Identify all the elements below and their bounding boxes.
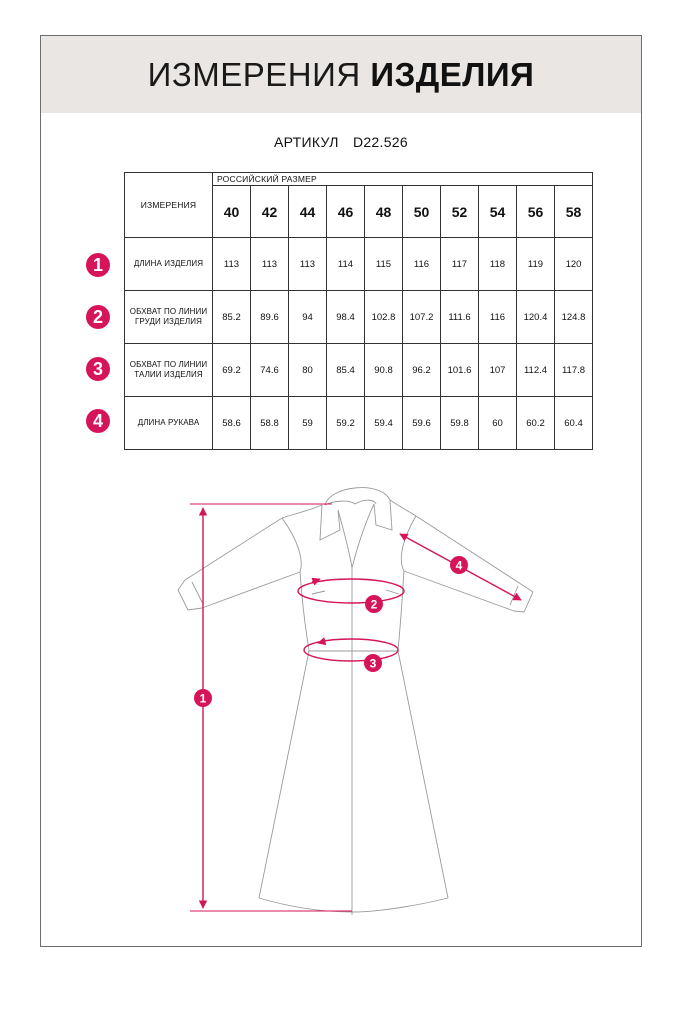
size-header-54: 54 (479, 186, 517, 238)
cell-value: 59 (289, 397, 327, 450)
measurement-marks (190, 504, 521, 911)
size-header-58: 58 (555, 186, 593, 238)
cell-value: 117.8 (555, 344, 593, 397)
article-label: АРТИКУЛ (274, 134, 339, 150)
size-header-44: 44 (289, 186, 327, 238)
cell-value: 115 (365, 238, 403, 291)
size-group-header: РОССИЙСКИЙ РАЗМЕР (213, 173, 593, 186)
cell-value: 114 (327, 238, 365, 291)
cell-value: 60.4 (555, 397, 593, 450)
cell-value: 85.2 (213, 291, 251, 344)
right-sleeve-top (390, 500, 527, 588)
size-header-48: 48 (365, 186, 403, 238)
cell-value: 59.8 (441, 397, 479, 450)
title-light: ИЗМЕРЕНИЯ (147, 55, 361, 93)
collar-left (320, 505, 340, 540)
neckline (338, 504, 374, 568)
row-badge: 1 (86, 253, 110, 277)
marker-sleeve-label: 4 (455, 558, 463, 573)
cell-value: 80 (289, 344, 327, 397)
size-header-40: 40 (213, 186, 251, 238)
right-cuff (514, 588, 533, 612)
cell-value: 59.2 (327, 397, 365, 450)
cell-value: 60.2 (517, 397, 555, 450)
cell-value: 59.4 (365, 397, 403, 450)
row-badge: 2 (86, 305, 110, 329)
right-sleeve-bottom (404, 571, 514, 611)
bodice-right (398, 571, 404, 650)
marker-waist (364, 654, 382, 672)
skirt-hem (259, 898, 448, 912)
cell-value: 96.2 (403, 344, 441, 397)
cell-value: 58.8 (251, 397, 289, 450)
marker-sleeve (450, 556, 468, 574)
left-sleeve-top (185, 505, 322, 580)
cell-value: 98.4 (327, 291, 365, 344)
size-header-50: 50 (403, 186, 441, 238)
skirt-right (398, 651, 448, 898)
cell-value: 111.6 (441, 291, 479, 344)
collar-right (374, 500, 392, 530)
marker-length (194, 689, 212, 707)
row-label: ОБХВАТ ПО ЛИНИИ ТАЛИИ ИЗДЕЛИЯ (125, 344, 213, 397)
cell-value: 120 (555, 238, 593, 291)
cell-value: 102.8 (365, 291, 403, 344)
cell-value: 94 (289, 291, 327, 344)
cell-value: 116 (479, 291, 517, 344)
title-bold: ИЗДЕЛИЯ (370, 55, 535, 93)
marker-bust (365, 595, 383, 613)
marker-bust-label: 2 (370, 597, 378, 612)
article-code: D22.526 (352, 134, 408, 150)
cell-value: 107 (479, 344, 517, 397)
cell-value: 60 (479, 397, 517, 450)
row-label: ДЛИНА ИЗДЕЛИЯ (125, 238, 213, 291)
row-badge: 4 (86, 409, 110, 433)
cell-value: 113 (289, 238, 327, 291)
cell-value: 113 (251, 238, 289, 291)
size-header-46: 46 (327, 186, 365, 238)
dress-outline (178, 488, 533, 915)
size-header-56: 56 (517, 186, 555, 238)
cell-value: 74.6 (251, 344, 289, 397)
row-label: ОБХВАТ ПО ЛИНИИ ГРУДИ ИЗДЕЛИЯ (125, 291, 213, 344)
cell-value: 85.4 (327, 344, 365, 397)
measure-header: ИЗМЕРЕНИЯ (125, 173, 213, 238)
cell-value: 69.2 (213, 344, 251, 397)
cell-value: 118 (479, 238, 517, 291)
skirt-left (259, 651, 309, 898)
cell-value: 124.8 (555, 291, 593, 344)
size-header-52: 52 (441, 186, 479, 238)
cell-value: 59.6 (403, 397, 441, 450)
left-sleeve-bottom (202, 572, 300, 608)
cell-value: 117 (441, 238, 479, 291)
size-header-42: 42 (251, 186, 289, 238)
marker-length-label: 1 (199, 691, 207, 706)
cell-value: 113 (213, 238, 251, 291)
cell-value: 116 (403, 238, 441, 291)
cell-value: 90.8 (365, 344, 403, 397)
row-badge: 3 (86, 357, 110, 381)
marker-waist-label: 3 (369, 656, 377, 671)
cell-value: 112.4 (517, 344, 555, 397)
cell-value: 120.4 (517, 291, 555, 344)
cell-value: 119 (517, 238, 555, 291)
cell-value: 89.6 (251, 291, 289, 344)
row-label: ДЛИНА РУКАВА (125, 397, 213, 450)
waist-arrow (318, 642, 322, 643)
cell-value: 101.6 (441, 344, 479, 397)
cell-value: 107.2 (403, 291, 441, 344)
diagram-markers (194, 556, 468, 707)
cell-value: 58.6 (213, 397, 251, 450)
